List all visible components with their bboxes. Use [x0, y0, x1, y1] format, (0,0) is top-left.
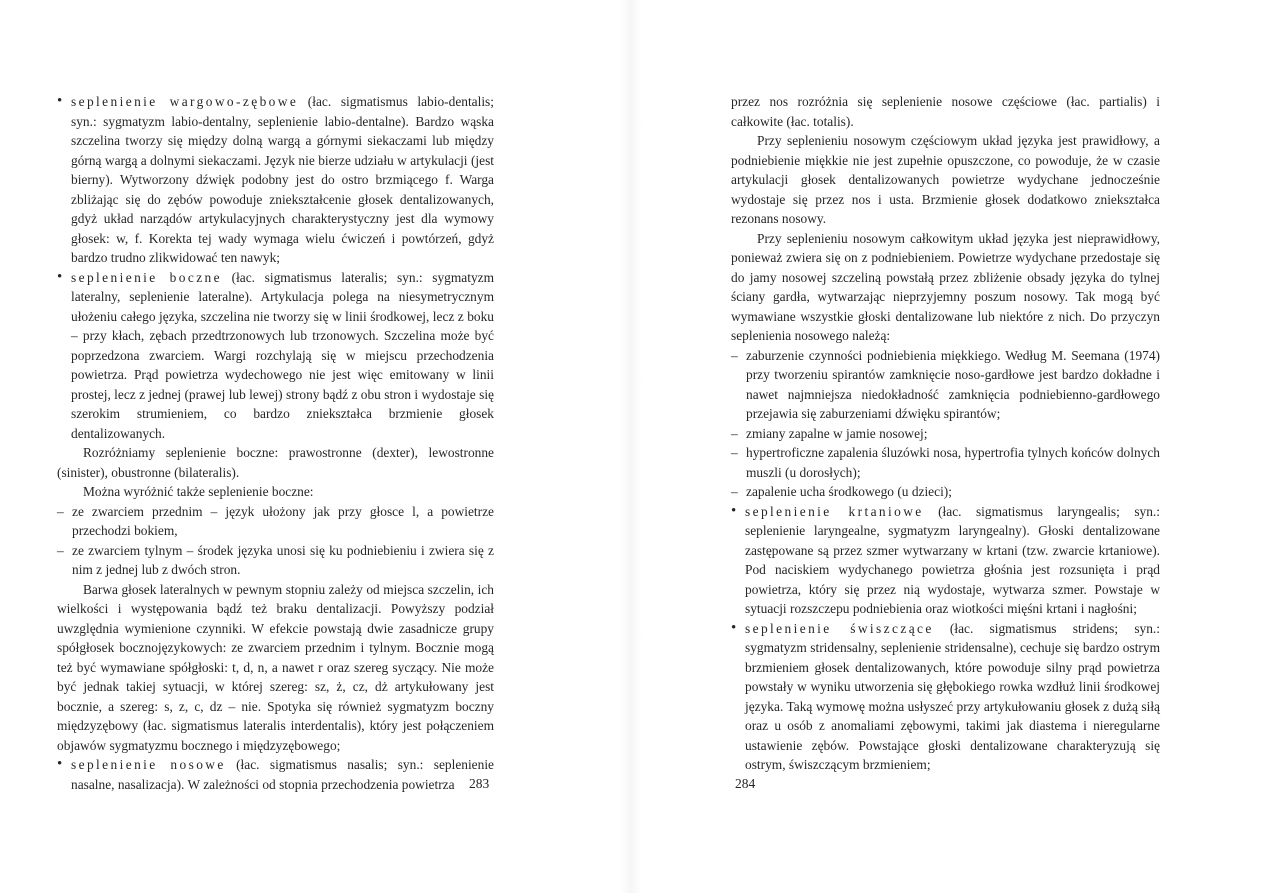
entry-text: (łac. sigmatismus lateralis; syn.: sygmatyzm lateralny, seplenienie lateralne). Artykulacja polega na niesymetrycznym ułożeniu całego języka, szczelina nie tworzy się w linii środkowej, lecz z boku – przy kłach, zębach przedtrzonowych lub trzonowych. Szczelina może być poprzedzona zwarciem. Wargi rozchylają się w miejscu przechodzenia powietrza. Prąd powietrza wydechowego nie jest więc emitowany w linii prostej, lecz z jednej (prawej lub lewej) strony bądź z obu stron i wydostaje się szerokim strumieniem, co bardzo zniekształca brzmienie głosek dentalizowanych.: [71, 269, 494, 441]
entry-term: seplenienie wargowo-zębowe: [71, 94, 299, 109]
entry-term: seplenienie świszczące: [745, 620, 934, 636]
entry-laryngeal: [731, 502, 1160, 619]
entry-stridens: [731, 619, 1160, 775]
entry-term: seplenienie boczne: [71, 269, 222, 285]
page-number-left: 283: [469, 776, 490, 791]
entry-labio-dental: [57, 92, 494, 268]
entry-text: (łac. sigmatismus labio-dentalis; syn.: sygmatyzm labio-dentalny, seplenienie labio-dentalne). Bardzo wąska szczelina tworzy się między dolną wargą a górnymi siekaczami lub między górną wargą a dolnymi siekaczami. Język nie bierze udziału w artykulacji (jest bierny). Wytworzony dźwięk podobny jest do ostro brzmiącego f. Warga zbliżając się do zębów powoduje zniekształcenie głosek dentalizowanych, gdyż układ narządów artykulacyjnych charakterystyczny jest dla wymowy głosek: w, f. Korekta tej wady wymaga wielu ćwiczeń i powtórzeń, gdyż bardzo trudno zlikwidować ten nawyk;: [71, 94, 494, 265]
paragraph-possible: Można wyróżnić także seplenienie boczne:: [83, 484, 314, 499]
paragraph-color: Barwa głosek lateralnych w pewnym stopniu zależy od miejsca szczelin, ich wielkości i występowania bądź też braku dentalizacji. Powyższy podział uwzględnia wymienione czynniki. W efekcie powstają dwie zasadnicze grupy spółgłosek bocznojęzykowych: ze zwarciem przednim i tylnym. Bocznie mogą też być wymawiane spółgłoski: t, d, n, a nawet r oraz szereg syczący. Nie może być jednak takiej sytuacji, w której szereg: sz, ż, cz, dż artykułowany jest bocznie, a szereg: s, z, c, dz – nie. Spotyka się również sygmatyzm boczny międzyzębowy (łac. sigmatismus lateralis interdentalis), który jest połączeniem objawów sygmatyzmu bocznego i międzyzębowego;: [57, 581, 494, 753]
entry-term: seplenienie nosowe: [71, 757, 226, 772]
entry-text: (łac. sigmatismus laryngealis; syn.: seplenienie laryngealne, sygmatyzm laryngealny). Głoski dentalizowane zastępowane są przez szmer wytwarzany w krtani (tzw. zwarcie krtaniowe). Pod naciskiem wydychanego powietrza głośnia jest rozsunięta i prąd powietrza, który się przez nią wydostaje, wytwarza szmer. Powstaje w sytuacji rozszczepu podniebienia oraz wiotkości mięśni krtani i nagłośni;: [745, 503, 1160, 616]
entry-lateral: [57, 268, 494, 444]
page-number-right: 284: [735, 776, 756, 791]
left-page: [57, 92, 494, 794]
cause-item: – zmiany zapalne w jamie nosowej;: [731, 424, 1160, 444]
entry-nasal: [57, 755, 494, 794]
paragraph-distinguish: Rozróżniamy seplenienie boczne: prawostronne (dexter), lewostronne (sinister), obustronne (bilateralis).: [57, 445, 494, 480]
dash-item: – ze zwarciem tylnym – środek języka unosi się ku podniebieniu i zwiera się z nim z jednej lub z dwóch stron.: [57, 541, 494, 580]
paragraph-intro: przez nos rozróżnia się seplenienie nosowe częściowe (łac. partialis) i całkowite (łac. totalis).: [731, 94, 1160, 129]
entry-text: (łac. sigmatismus stridens; syn.: sygmatyzm stridensalny, seplenienie stridensalne), cechuje się bardzo ostrym brzmieniem głosek dentalizowanych, które powoduje silny prąd powietrza powstały w wyniku utworzenia się głębokiego rowka wzdłuż linii środkowej języka. Taką wymowę można usłyszeć przy artykułowaniu głosek z dużą siłą oraz u osób z anomaliami zębowymi, takimi jak diastema i nieregularne ustawienie zębów. Powstające głoski dentalizowane charakteryzują się ostrym, świszczącym brzmieniem;: [745, 620, 1160, 772]
right-page: [731, 92, 1160, 775]
entry-term: seplenienie krtaniowe: [745, 503, 924, 519]
paragraph-total: Przy seplenieniu nosowym całkowitym układ języka jest nieprawidłowy, ponieważ zwiera się on z podniebieniem. Powietrze wydychane przedostaje się do jamy nosowej szczeliną powstałą przez zbliżenie obsady języka do tylnej ściany gardła, wytwarzając nieprzyjemny poszum nosowy. Tak mogą być wymawiane wszystkie głoski dentalizowane lub niektóre z nich. Do przyczyn seplenienia nosowego należą:: [731, 230, 1160, 343]
book-gutter: [620, 0, 642, 893]
entry-text: (łac. sigmatismus nasalis; syn.: seplenienie nasalne, nasalizacja). W zależności od stopnia przechodzenia powietrza: [71, 757, 494, 792]
paragraph-partial: Przy seplenieniu nosowym częściowym układ języka jest prawidłowy, a podniebienie miękkie nie jest zupełnie opuszczone, co powoduje, że w czasie artykulacji głosek dentalizowanych powietrze wydychane jednocześnie wydostaje się przez nos i usta. Brzmienie głosek dodatkowo zniekształca rezonans nosowy.: [731, 133, 1160, 226]
cause-item: – hypertroficzne zapalenia śluzówki nosa, hypertrofia tylnych końców dolnych muszli (u dorosłych);: [731, 443, 1160, 482]
cause-item: – zapalenie ucha środkowego (u dzieci);: [731, 482, 1160, 502]
cause-item: – zaburzenie czynności podniebienia miękkiego. Według M. Seemana (1974) przy tworzeniu spirantów zamknięcie noso-gardłowe jest bardzo dokładne i nawet najmniejsza niedokładność zamknięcia podniebienno-gardłowego przejawia się zaburzeniami dźwięku spirantów;: [731, 346, 1160, 424]
dash-item: – ze zwarciem przednim – język ułożony jak przy głosce l, a powietrze przechodzi bokiem,: [57, 502, 494, 541]
